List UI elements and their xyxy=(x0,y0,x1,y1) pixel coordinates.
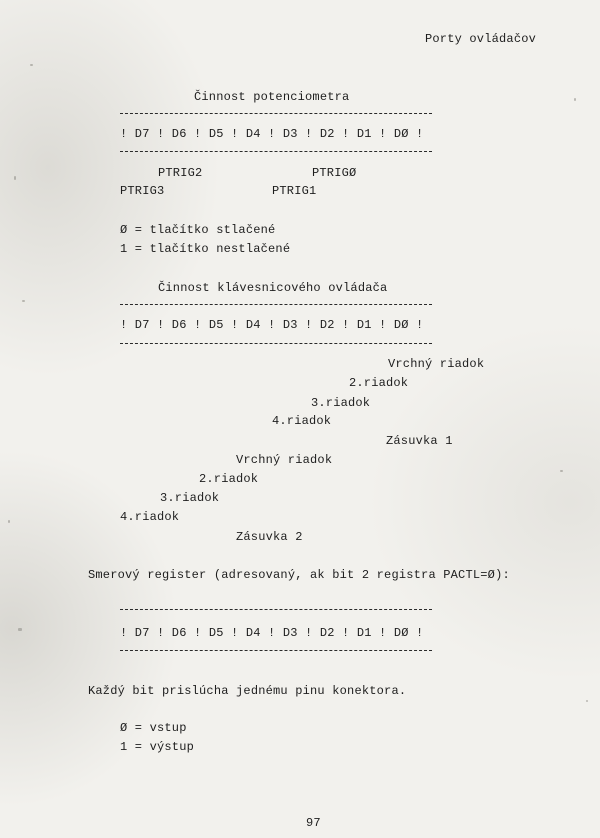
row-label: Vrchný riadok xyxy=(236,453,333,467)
legend-input: Ø = vstup xyxy=(120,721,187,735)
row-label: 2.riadok xyxy=(199,472,259,486)
legend-output: 1 = výstup xyxy=(120,740,195,754)
table-rule-top xyxy=(120,113,432,114)
pin-note: Každý bit prislúcha jednému pinu konektora. xyxy=(88,684,407,698)
running-header: Porty ovládačov xyxy=(425,32,537,46)
paper-speck xyxy=(8,520,10,523)
row-label: 2.riadok xyxy=(349,376,409,390)
label-ptrig3: PTRIG3 xyxy=(120,184,165,198)
socket-1-label: Zásuvka 1 xyxy=(386,434,453,448)
row-label: Vrchný riadok xyxy=(388,357,485,371)
table-rule-bottom xyxy=(120,650,432,651)
row-label: 3.riadok xyxy=(160,491,220,505)
paper-speck xyxy=(574,98,576,101)
label-ptrig0: PTRIGØ xyxy=(312,166,357,180)
label-ptrig2: PTRIG2 xyxy=(158,166,203,180)
legend-pressed: Ø = tlačítko stlačené xyxy=(120,223,276,237)
legend-not-pressed: 1 = tlačítko nestlačené xyxy=(120,242,291,256)
potentiometer-bit-row: ! D7 ! D6 ! D5 ! D4 ! D3 ! D2 ! D1 ! DØ ! xyxy=(120,127,424,141)
table-rule-bottom xyxy=(120,343,432,344)
potentiometer-title: Činnost potenciometra xyxy=(194,90,350,104)
keyboard-bit-row: ! D7 ! D6 ! D5 ! D4 ! D3 ! D2 ! D1 ! DØ ! xyxy=(120,318,424,332)
socket-2-label: Zásuvka 2 xyxy=(236,530,303,544)
paper-speck xyxy=(586,700,588,702)
row-label: 3.riadok xyxy=(311,396,371,410)
page-number: 97 xyxy=(306,816,321,830)
row-label: 4.riadok xyxy=(120,510,180,524)
table-rule-bottom xyxy=(120,151,432,152)
paper-speck xyxy=(30,64,33,66)
paper-speck xyxy=(14,176,16,180)
table-rule-top xyxy=(120,609,432,610)
paper-speck xyxy=(22,300,25,302)
row-label: 4.riadok xyxy=(272,414,332,428)
direction-register-title: Smerový register (adresovaný, ak bit 2 registra PACTL=Ø): xyxy=(88,568,510,582)
paper-speck xyxy=(18,628,22,631)
paper-speck xyxy=(560,470,563,472)
label-ptrig1: PTRIG1 xyxy=(272,184,317,198)
direction-bit-row: ! D7 ! D6 ! D5 ! D4 ! D3 ! D2 ! D1 ! DØ ! xyxy=(120,626,424,640)
table-rule-top xyxy=(120,304,432,305)
keyboard-title: Činnost klávesnicového ovládača xyxy=(158,281,388,295)
